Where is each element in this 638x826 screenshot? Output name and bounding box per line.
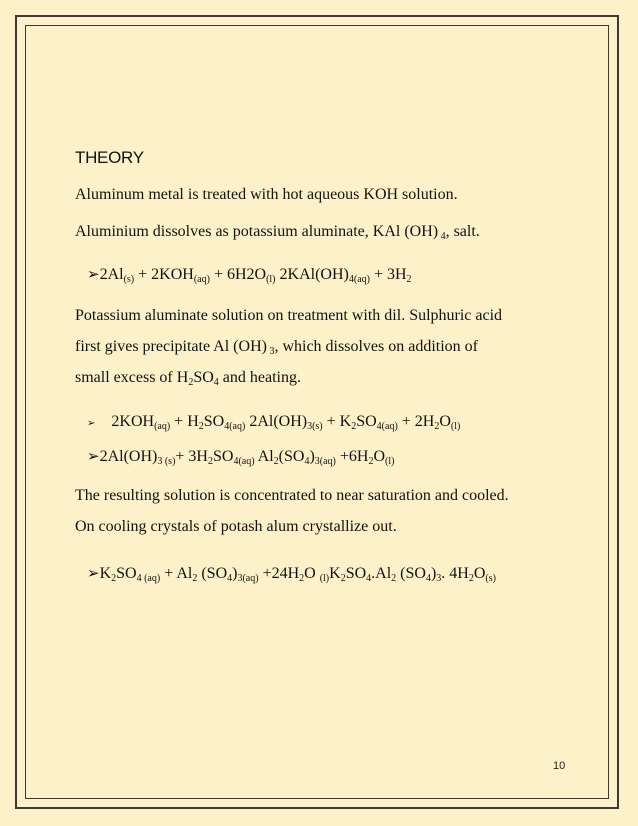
paragraph-line: Aluminum metal is treated with hot aqueous KOH solution. <box>75 186 458 203</box>
arrow-bullet-icon: ➢ <box>87 418 96 429</box>
paragraph-line: Aluminium dissolves as potassium aluminate, KAl (OH) $_4$, salt. <box>75 223 480 242</box>
arrow-bullet-icon: ➢ <box>87 265 100 283</box>
equation-1: $➢2Al_{(s)} + 2KOH_{(aq)} + 6H2O_{(l)}$ $2KAl(OH)_{4(aq)} + 3H_2$ <box>87 265 412 285</box>
arrow-bullet-icon: ➢ <box>87 564 100 582</box>
paragraph-line: small excess of $H_2SO_4$ and heating. <box>75 369 301 388</box>
paragraph-line: On cooling crystals of potash alum crystallize out. <box>75 518 397 535</box>
section-heading: THEORY <box>75 148 144 167</box>
paragraph-line: Potassium aluminate solution on treatment with dil. Sulphuric acid <box>75 307 503 324</box>
equation-4: $➢K_2SO_{4 (aq)} + Al_2$ $(SO_4)_{3(aq)} +24H_2O$ $_{(l)}K_2SO_4.Al_2$ $(SO_4)_3$. $4H_2O_{(s)}$ <box>87 564 496 584</box>
arrow-bullet-icon: ➢ <box>87 447 100 465</box>
paragraph-line: first gives precipitate Al (OH) $_3$, which dissolves on addition of <box>75 338 478 357</box>
equation-3: $➢2Al(OH)_{3 (s)}+ 3H_2SO_{4(aq)}$ $Al_2(SO_4)_{3(aq)} +6H_2O_{(l)}$ <box>87 447 395 467</box>
paragraph-line: The resulting solution is concentrated to near saturation and cooled. <box>75 487 509 504</box>
equation-2: ➢ $2KOH_{(aq)} + H_2SO_{4(aq)}$ $2Al(OH)_{3(s)} + K_2SO_{4(aq)} + 2H_2O_{(l)}$ <box>87 413 461 432</box>
page-number: 10 <box>553 760 566 772</box>
